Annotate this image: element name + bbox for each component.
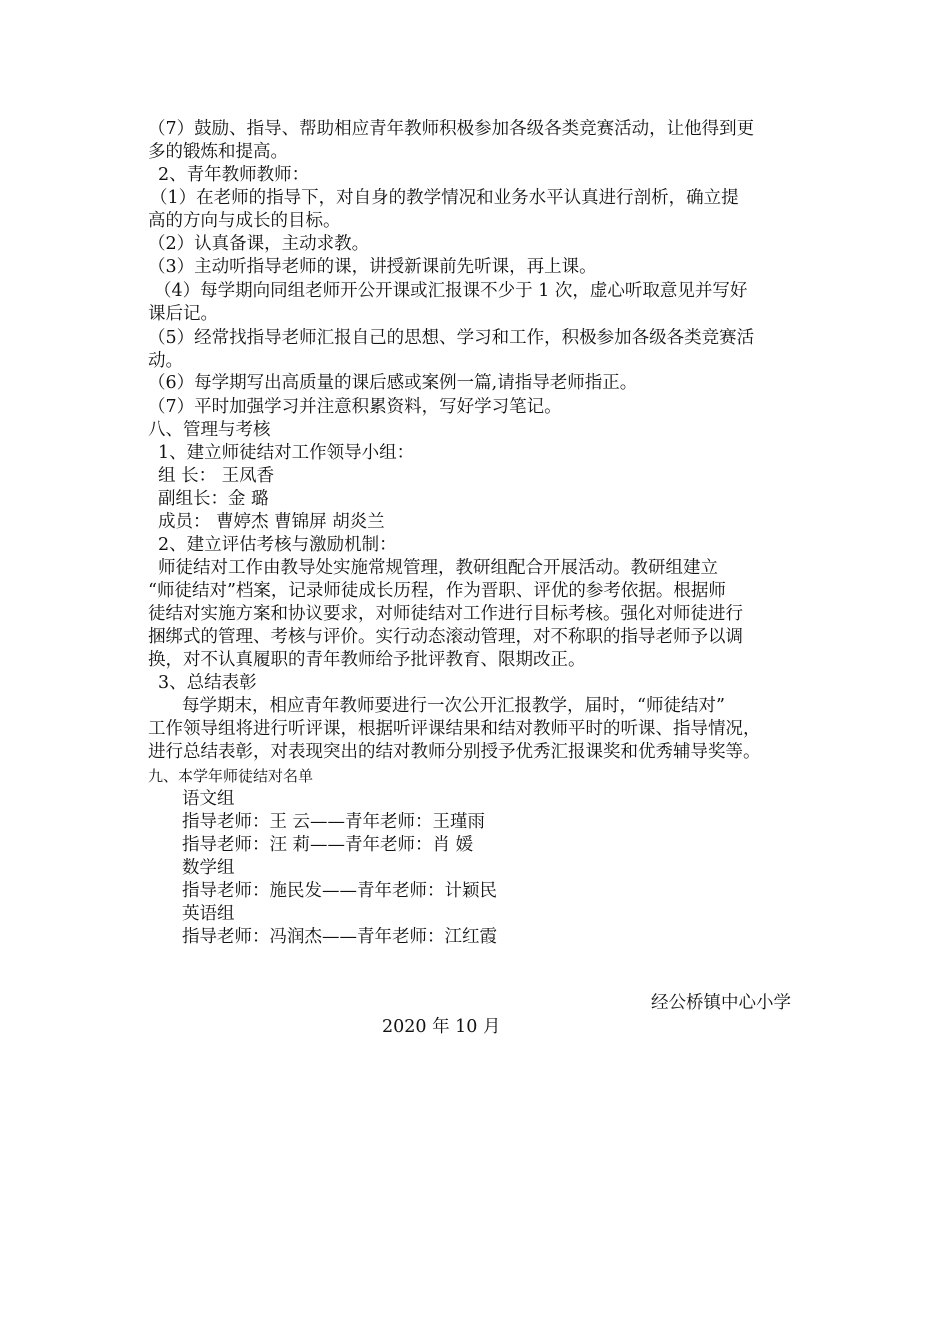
text-line: （1）在老师的指导下，对自身的教学情况和业务水平认真进行剖析，确立提 xyxy=(150,188,739,208)
group-heading: 语文组 xyxy=(182,789,235,809)
text-line: 多的锻炼和提高。 xyxy=(148,142,288,162)
text-line: 换，对不认真履职的青年教师给予批评教育、限期改正。 xyxy=(148,650,586,670)
text-line: 高的方向与成长的目标。 xyxy=(148,211,341,231)
section-heading: 2、建立评估考核与激励机制： xyxy=(158,535,397,555)
school-name: 经公桥镇中心小学 xyxy=(651,993,791,1013)
group-heading: 数学组 xyxy=(182,858,235,878)
text-line: 课后记。 xyxy=(148,304,218,324)
text-line: 徒结对实施方案和协议要求，对师徒结对工作进行目标考核。强化对师徒进行 xyxy=(148,604,743,624)
text-line: （2）认真备课，主动求教。 xyxy=(148,234,370,254)
section-heading: 1、建立师徒结对工作领导小组： xyxy=(158,443,415,463)
text-line: （5）经常找指导老师汇报自己的思想、学习和工作，积极参加各级各类竞赛活 xyxy=(148,328,755,348)
section-heading: 八、管理与考核 xyxy=(148,420,271,440)
text-line: 动。 xyxy=(148,351,183,371)
text-line: （6）每学期写出高质量的课后感或案例一篇,请指导老师指正。 xyxy=(148,373,638,393)
text-line: 副组长：金 璐 xyxy=(158,489,269,509)
text-line: 师徒结对工作由教导处实施常规管理，教研组配合开展活动。教研组建立 xyxy=(158,558,718,578)
group-heading: 英语组 xyxy=(182,904,235,924)
text-line: （3）主动听指导老师的课，讲授新课前先听课，再上课。 xyxy=(148,257,597,277)
text-line: （4）每学期向同组老师开公开课或汇报课不少于 1 次，虚心听取意见并写好 xyxy=(154,281,748,301)
section-heading: 2、青年教师教师： xyxy=(158,165,310,185)
pairing-line: 指导老师：汪 莉——青年老师：肖 媛 xyxy=(182,835,474,855)
pairing-line: 指导老师：王 云——青年老师：王瑾雨 xyxy=(182,812,486,832)
text-line: 进行总结表彰，对表现突出的结对教师分别授予优秀汇报课奖和优秀辅导奖等。 xyxy=(148,742,761,762)
text-line: 组 长： 王凤香 xyxy=(158,466,275,486)
text-line: “师徒结对”档案，记录师徒成长历程，作为晋职、评优的参考依据。根据师 xyxy=(148,581,726,601)
section-heading: 九、本学年师徒结对名单 xyxy=(148,767,314,785)
text-line: 成员： 曹婷杰 曹锦屏 胡炎兰 xyxy=(158,512,385,532)
text-line: 工作领导组将进行听评课，根据听评课结果和结对教师平时的听课、指导情况， xyxy=(148,719,761,739)
pairing-line: 指导老师：冯润杰——青年老师：江红霞 xyxy=(182,927,497,947)
text-line: 每学期末，相应青年教师要进行一次公开汇报教学，届时，“师徒结对” xyxy=(182,696,725,716)
section-heading: 3、总结表彰 xyxy=(158,673,257,693)
text-line: 捆绑式的管理、考核与评价。实行动态滚动管理，对不称职的指导老师予以调 xyxy=(148,627,743,647)
text-line: （7）鼓励、指导、帮助相应青年教师积极参加各级各类竞赛活动，让他得到更 xyxy=(148,119,755,139)
document-date: 2020 年 10 月 xyxy=(382,1017,501,1037)
pairing-line: 指导老师：施民发——青年老师：计颖民 xyxy=(182,881,497,901)
text-line: （7）平时加强学习并注意积累资料，写好学习笔记。 xyxy=(148,397,562,417)
